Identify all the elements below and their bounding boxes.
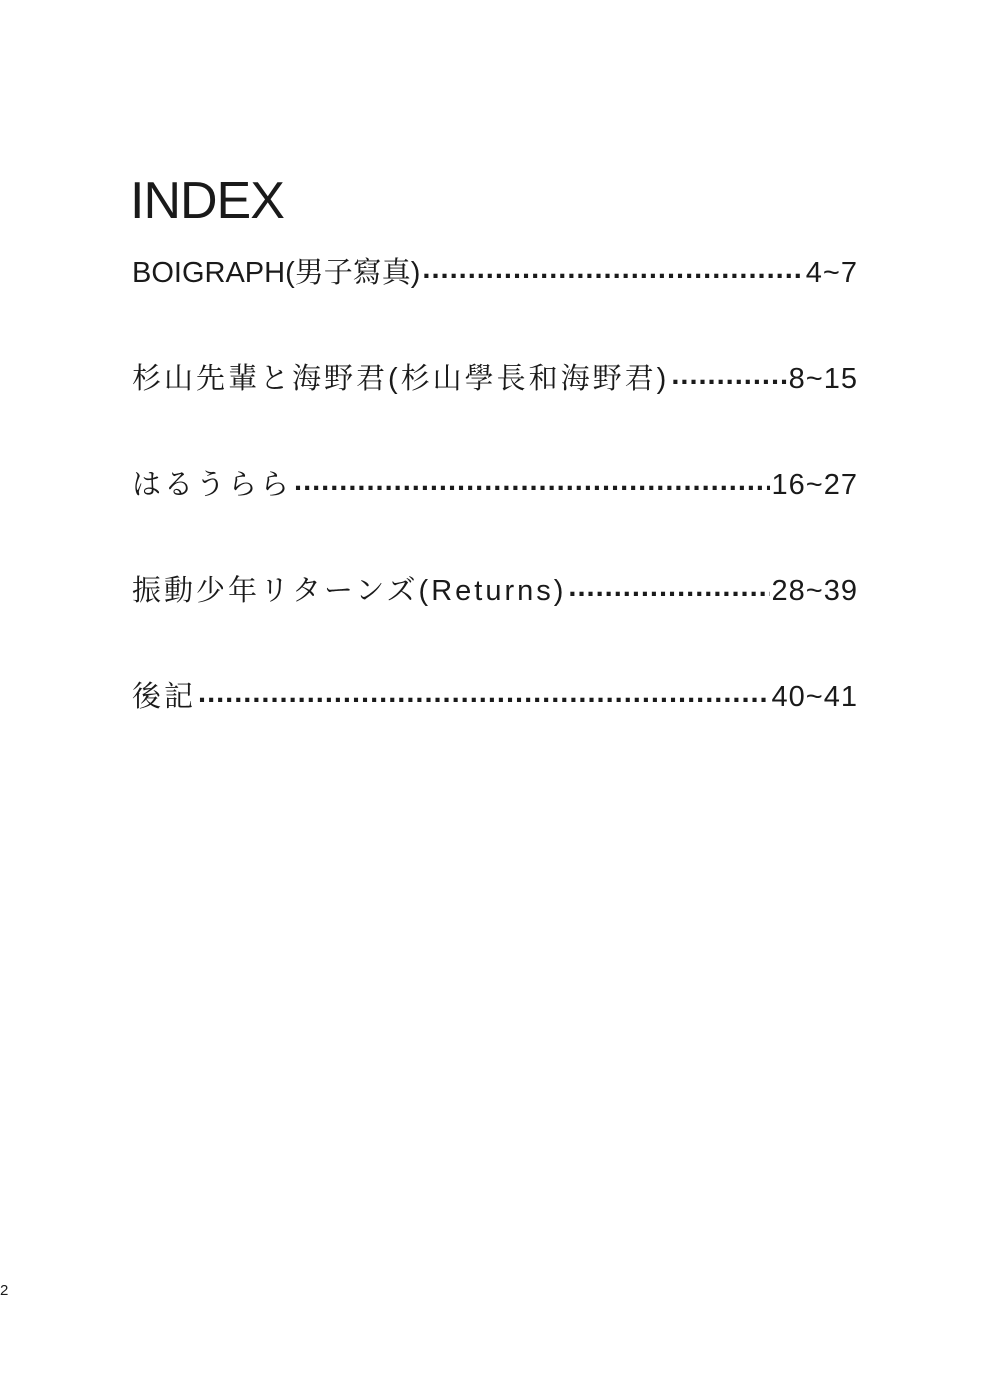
toc-entry-sugiyama bbox=[132, 356, 858, 462]
toc-entry-pages: 4~7 bbox=[805, 257, 858, 289]
toc-entry-title: はるうらら bbox=[132, 469, 293, 501]
table-of-contents bbox=[132, 250, 858, 780]
toc-entry-pages: 28~39 bbox=[771, 575, 858, 607]
toc-dot-leader bbox=[294, 465, 770, 494]
toc-entry-boigraph bbox=[132, 250, 858, 356]
toc-dot-leader bbox=[568, 571, 769, 600]
toc-entry-pages: 16~27 bbox=[771, 469, 858, 501]
page-number: 2 bbox=[0, 1282, 9, 1299]
toc-dot-leader bbox=[198, 677, 770, 706]
toc-dot-leader bbox=[422, 253, 803, 282]
toc-entry-shindou-shounen bbox=[132, 568, 858, 674]
toc-entry-title: 杉山先輩と海野君(杉山學長和海野君) bbox=[132, 363, 670, 395]
toc-entry-title: 振動少年リターンズ(Returns) bbox=[132, 575, 567, 607]
toc-entry-pages: 8~15 bbox=[788, 363, 858, 395]
toc-entry-haruurara bbox=[132, 462, 858, 568]
toc-dot-leader bbox=[671, 359, 786, 388]
toc-entry-pages: 40~41 bbox=[771, 681, 858, 713]
toc-entry-afterword bbox=[132, 674, 858, 780]
page-title: INDEX bbox=[130, 171, 284, 230]
toc-entry-title: 後記 bbox=[132, 681, 197, 713]
toc-entry-title: BOIGRAPH(男子寫真) bbox=[132, 257, 421, 289]
